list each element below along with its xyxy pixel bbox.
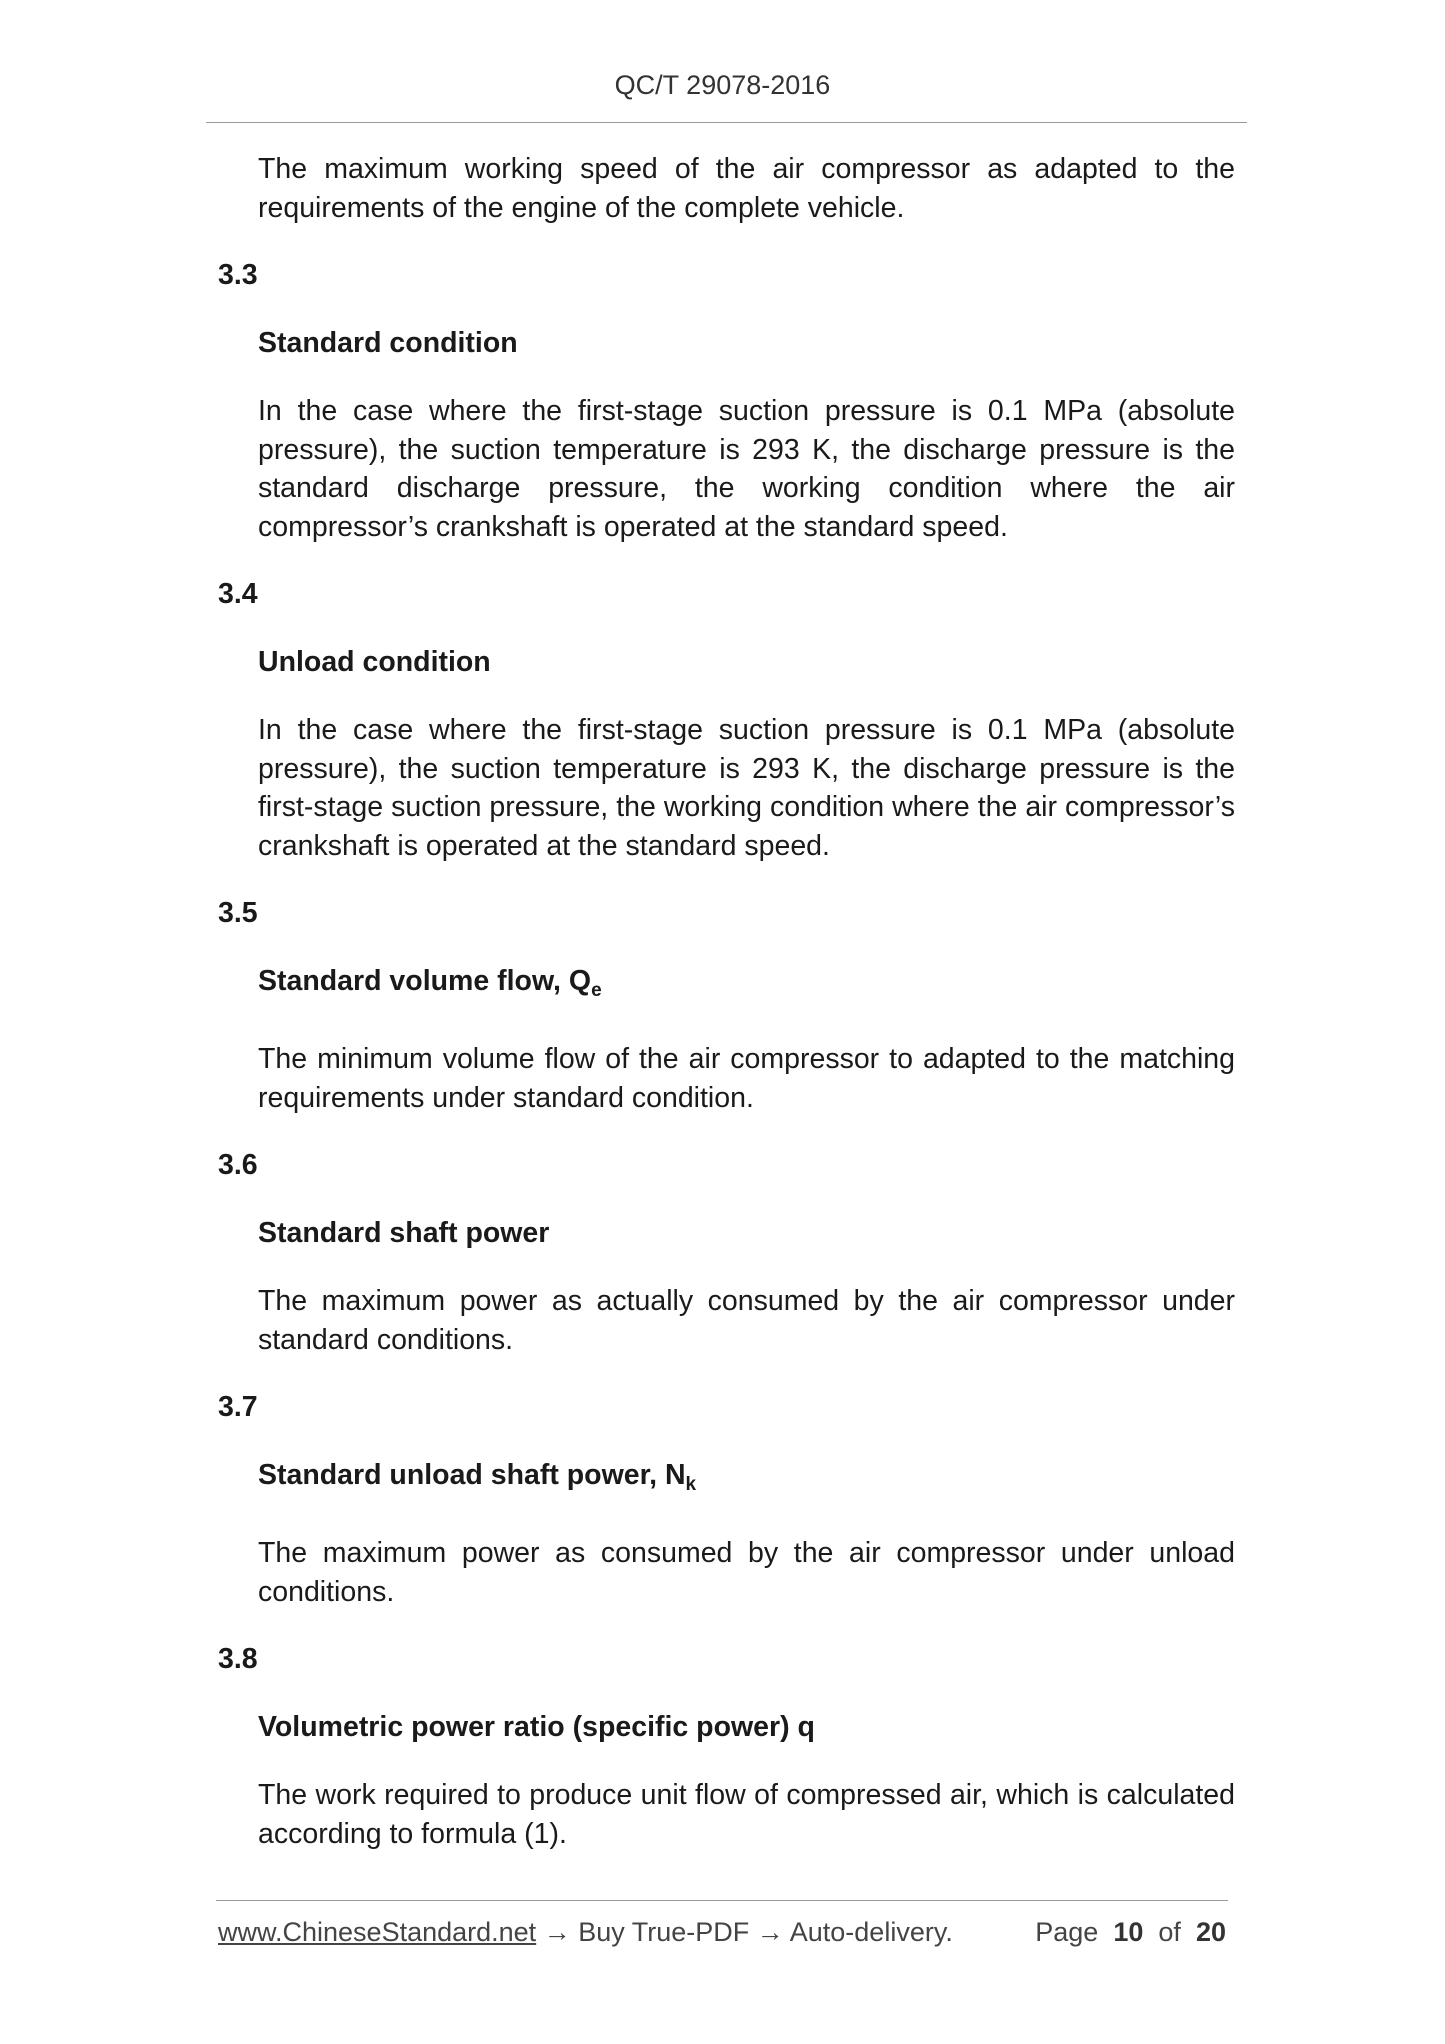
page-counter: [1035, 1917, 1226, 1948]
clause-definition-3-4: In the case where the first-stage suction pressure is 0.1 MPa (absolute pressure), the suction temperature is 293 K, the discharge pressure is the first-stage suction pressure, the working condition where the air compressor’s crankshaft is operated at the standard speed.: [258, 714, 1235, 862]
clause-definition-3-7: The maximum power as consumed by the air compressor under unload conditions.: [258, 1537, 1235, 1608]
clause-number-3-5: 3.5: [218, 897, 258, 929]
clause-definition-3-6: The maximum power as actually consumed by the air compressor under standard conditions.: [258, 1285, 1235, 1356]
document-body: [218, 150, 1235, 1853]
clause-term-3-3: Standard condition: [258, 327, 518, 359]
of-word: of: [1158, 1917, 1181, 1947]
page-word: Page: [1035, 1917, 1099, 1947]
promo-text: → Buy True-PDF → Auto-delivery.: [543, 1917, 953, 1947]
clause-term-3-7-subscript: k: [685, 1474, 697, 1495]
clause-term-3-7: [258, 1456, 1235, 1504]
clause-term-3-4: Unload condition: [258, 646, 491, 678]
clause-definition-3-3: In the case where the first-stage suction pressure is 0.1 MPa (absolute pressure), the suction temperature is 293 K, the discharge pressure is the standard discharge pressure, the working condition where the air compressor’s crankshaft is operated at the standard speed.: [258, 395, 1235, 543]
clause-definition-3-5: The minimum volume flow of the air compressor to adapted to the matching requirements under standard condition.: [258, 1043, 1235, 1114]
clause-term-3-7-text: Standard unload shaft power, N: [258, 1459, 686, 1491]
header-divider: [206, 122, 1247, 123]
clause-term-3-5: [258, 962, 1235, 1010]
page-total: 20: [1195, 1917, 1226, 1947]
page-current: 10: [1113, 1917, 1144, 1947]
clause-term-3-5-subscript: e: [591, 980, 602, 1001]
clause-term-3-8: Volumetric power ratio (specific power) q: [258, 1711, 815, 1743]
clause-term-3-6: Standard shaft power: [258, 1217, 550, 1249]
clause-number-3-6: 3.6: [218, 1149, 258, 1181]
clause-number-3-7: 3.7: [218, 1391, 258, 1423]
clause-term-3-5-text: Standard volume flow, Q: [258, 965, 592, 997]
intro-paragraph: The maximum working speed of the air compressor as adapted to the requirements of the engine of the complete vehicle.: [258, 153, 1235, 224]
clause-number-3-4: 3.4: [218, 578, 258, 610]
document-code-header: QC/T 29078-2016: [614, 70, 831, 100]
clause-number-3-3: 3.3: [218, 259, 258, 291]
clause-definition-3-8: The work required to produce unit flow of compressed air, which is calculated according to formula (1).: [258, 1779, 1235, 1850]
footer-divider: [216, 1900, 1228, 1901]
clause-number-3-8: 3.8: [218, 1643, 258, 1675]
site-link[interactable]: www.ChineseStandard.net: [218, 1917, 537, 1947]
